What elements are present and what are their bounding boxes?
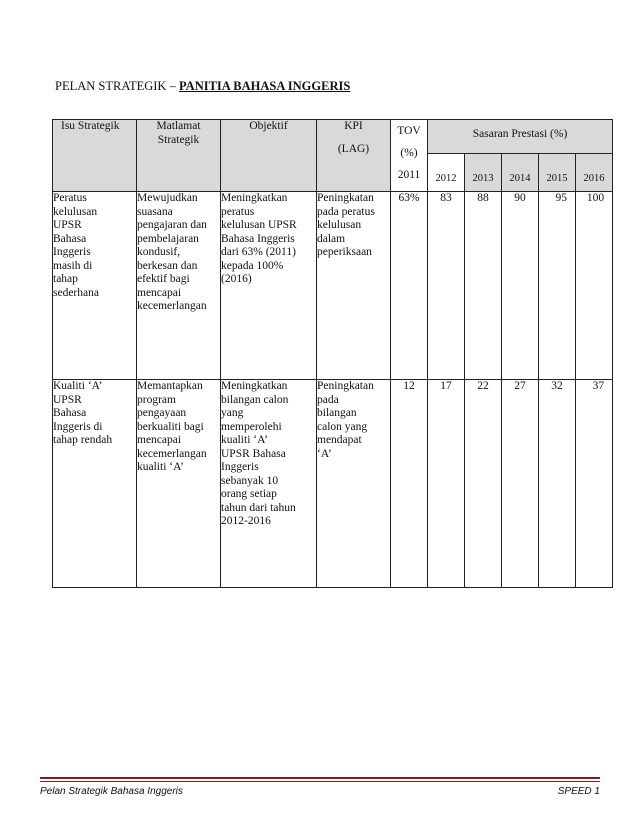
year-2016: 2016 bbox=[576, 154, 613, 192]
cell-line: Meningkatkan bbox=[221, 192, 288, 204]
row2-objektif bbox=[221, 380, 317, 588]
cell-line: berkesan dan bbox=[137, 259, 198, 272]
cell-line: Peratus bbox=[53, 192, 87, 204]
cell-line: yang bbox=[221, 407, 244, 419]
cell-line: Meningkatkan bbox=[221, 380, 288, 392]
cell-line: sederhana bbox=[53, 286, 99, 299]
row1-target-2015: 95 bbox=[539, 192, 576, 380]
cell-line: Inggeris bbox=[221, 461, 259, 473]
row2-target-2014: 27 bbox=[502, 380, 539, 588]
cell-line: peperiksaan bbox=[317, 246, 372, 258]
year-2013: 2013 bbox=[465, 154, 502, 192]
cell-line: bilangan bbox=[317, 407, 357, 419]
cell-line: kualiti ‘A’ bbox=[221, 434, 268, 446]
row1-objektif bbox=[221, 192, 317, 380]
cell-line: pada bbox=[317, 393, 339, 406]
footer-page-label: SPEED 1 bbox=[557, 786, 600, 797]
header-isu: Isu Strategik bbox=[53, 120, 137, 192]
row2-target-2012: 17 bbox=[428, 380, 465, 588]
year-2012: 2012 bbox=[428, 154, 465, 192]
cell-line: kepada 100% bbox=[221, 259, 284, 272]
cell-line: kondusif, bbox=[137, 246, 181, 258]
row2-matlamat bbox=[137, 380, 221, 588]
row1-tov: 63% bbox=[391, 192, 428, 380]
row1-target-2014: 90 bbox=[502, 192, 539, 380]
header-matlamat bbox=[137, 120, 221, 192]
header-tov bbox=[391, 120, 428, 192]
row1-target-2012: 83 bbox=[428, 192, 465, 380]
cell-line: 2012-2016 bbox=[221, 515, 271, 527]
cell-line: mencapai bbox=[137, 286, 182, 299]
row2-tov: 12 bbox=[391, 380, 428, 588]
cell-line: Kualiti ‘A’ bbox=[53, 380, 103, 392]
cell-line: masih di bbox=[53, 259, 93, 272]
cell-line: mencapai bbox=[137, 434, 182, 446]
header-sasaran: Sasaran Prestasi (%) bbox=[428, 120, 613, 154]
cell-line: Inggeris di bbox=[53, 420, 103, 433]
cell-line: dalam bbox=[317, 232, 346, 245]
cell-line: kecemerlangan bbox=[137, 447, 207, 460]
cell-line: orang setiap bbox=[221, 488, 277, 500]
footer-divider-thin bbox=[40, 781, 600, 782]
cell-line: kelulusan bbox=[53, 205, 98, 218]
cell-line: Bahasa bbox=[53, 407, 87, 419]
header-tov-line3: 2011 bbox=[397, 169, 421, 181]
cell-line: pada peratus bbox=[317, 205, 375, 218]
row2-target-2015: 32 bbox=[539, 380, 576, 588]
cell-line: pengajaran dan bbox=[137, 219, 207, 231]
cell-line: berkualiti bagi bbox=[137, 420, 204, 433]
row1-target-2016: 100 bbox=[576, 192, 613, 380]
cell-line: Peningkatan bbox=[317, 192, 374, 204]
cell-line: pengayaan bbox=[137, 407, 187, 419]
table-row bbox=[53, 380, 613, 588]
cell-line: bilangan calon bbox=[221, 393, 289, 406]
strategic-plan-table bbox=[52, 119, 613, 588]
footer-divider bbox=[40, 777, 600, 779]
cell-line: UPSR bbox=[53, 219, 82, 231]
cell-line: tahun dari tahun bbox=[221, 501, 296, 514]
header-matlamat-line2: Strategik bbox=[157, 133, 200, 146]
cell-line: program bbox=[137, 393, 176, 406]
table-row bbox=[53, 192, 613, 380]
row1-kpi bbox=[317, 192, 391, 380]
year-2014: 2014 bbox=[502, 154, 539, 192]
cell-line: kecemerlangan bbox=[137, 300, 207, 312]
cell-line: dari 63% (2011) bbox=[221, 246, 296, 258]
year-2015: 2015 bbox=[539, 154, 576, 192]
cell-line: (2016) bbox=[221, 273, 252, 285]
row1-isu bbox=[53, 192, 137, 380]
cell-line: peratus bbox=[221, 205, 255, 218]
row2-isu bbox=[53, 380, 137, 588]
cell-line: mendapat bbox=[317, 434, 362, 446]
cell-line: Bahasa bbox=[53, 232, 87, 245]
cell-line: memperolehi bbox=[221, 420, 282, 433]
header-kpi bbox=[317, 120, 391, 192]
header-tov-line1: TOV bbox=[397, 125, 421, 137]
cell-line: ‘A’ bbox=[317, 447, 332, 460]
cell-line: efektif bagi bbox=[137, 273, 190, 285]
title-prefix: PELAN STRATEGIK – bbox=[55, 79, 179, 93]
row2-target-2013: 22 bbox=[465, 380, 502, 588]
header-tov-line2: (%) bbox=[400, 147, 418, 159]
cell-line: tahap rendah bbox=[53, 434, 113, 446]
cell-line: kelulusan bbox=[317, 219, 362, 231]
header-matlamat-line1: Matlamat bbox=[156, 120, 201, 132]
row1-target-2013: 88 bbox=[465, 192, 502, 380]
cell-line: kualiti ‘A’ bbox=[137, 461, 184, 473]
document-title bbox=[55, 79, 350, 94]
title-main: PANITIA BAHASA INGGERIS bbox=[178, 79, 351, 93]
cell-line: calon yang bbox=[317, 420, 368, 433]
row2-target-2016: 37 bbox=[576, 380, 613, 588]
header-kpi-line2: (LAG) bbox=[337, 142, 370, 155]
row1-matlamat bbox=[137, 192, 221, 380]
cell-line: Mewujudkan bbox=[137, 192, 198, 204]
cell-line: UPSR Bahasa bbox=[221, 447, 286, 460]
cell-line: suasana bbox=[137, 205, 173, 218]
cell-line: pembelajaran bbox=[137, 232, 199, 245]
footer-document-name: Pelan Strategik Bahasa Inggeris bbox=[40, 786, 183, 797]
header-kpi-line1: KPI bbox=[344, 120, 363, 132]
cell-line: UPSR bbox=[53, 393, 82, 406]
cell-line: kelulusan UPSR bbox=[221, 219, 297, 231]
cell-line: Inggeris bbox=[53, 246, 91, 258]
header-objektif: Objektif bbox=[221, 120, 317, 192]
cell-line: Memantapkan bbox=[137, 380, 203, 392]
cell-line: tahap bbox=[53, 273, 78, 285]
cell-line: Bahasa Inggeris bbox=[221, 232, 295, 245]
cell-line: Peningkatan bbox=[317, 380, 374, 392]
row2-kpi bbox=[317, 380, 391, 588]
cell-line: sebanyak 10 bbox=[221, 474, 279, 487]
